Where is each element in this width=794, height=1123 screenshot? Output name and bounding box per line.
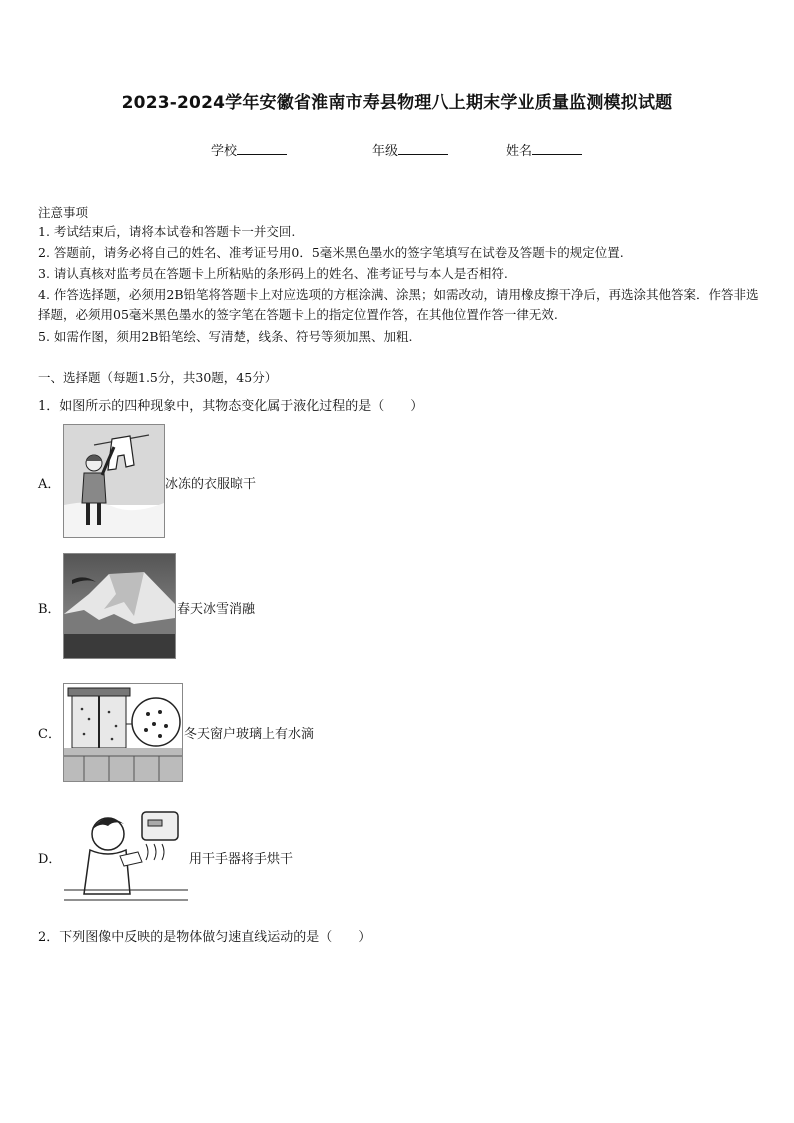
option-a-letter[interactable]: A．: [38, 477, 61, 492]
grade-blank[interactable]: [398, 142, 448, 155]
option-b-letter[interactable]: B．: [38, 602, 61, 617]
snow-mountain-melting-icon: [63, 553, 176, 659]
name-label: 姓名: [506, 144, 533, 159]
notice-item: 2. 答题前，请务必将自己的姓名、准考证号用0．5毫米黑色墨水的签字笔填写在试卷及答题卡的规定位置.: [38, 245, 624, 260]
school-field[interactable]: [211, 140, 287, 159]
school-blank[interactable]: [237, 142, 287, 155]
option-b-text: 春天冰雪消融: [177, 602, 256, 617]
school-label: 学校: [211, 144, 238, 159]
question-1-stem: 1．如图所示的四种现象中，其物态变化属于液化过程的是（ ）: [38, 399, 424, 414]
grade-field[interactable]: [372, 140, 448, 159]
grade-label: 年级: [372, 144, 399, 159]
window-water-droplets-icon: [63, 683, 183, 782]
notice-item: 1. 考试结束后，请将本试卷和答题卡一并交回.: [38, 224, 296, 239]
page-title: 2023-2024学年安徽省淮南市寿县物理八上期末学业质量监测模拟试题: [121, 93, 673, 113]
hand-dryer-icon: [63, 803, 189, 909]
notice-item: 4. 作答选择题，必须用2B铅笔将答题卡上对应选项的方框涂满、涂黑；如需改动，请用橡皮擦干净后，再选涂其他答案．作答非选择题，必须用05毫米黑色墨水的签字笔在答题卡上的指定位置作答，在其他位置作答一律无效.: [38, 287, 759, 322]
option-a-text: 冰冻的衣服晾干: [165, 477, 257, 492]
option-d-letter[interactable]: D．: [38, 852, 62, 867]
name-blank[interactable]: [532, 142, 582, 155]
notice-item: 3. 请认真核对监考员在答题卡上所粘贴的条形码上的姓名、准考证号与本人是否相符.: [38, 266, 508, 281]
option-d-text: 用干手器将手烘干: [189, 852, 294, 867]
name-field[interactable]: [506, 140, 582, 159]
option-c-text: 冬天窗户玻璃上有水滴: [184, 727, 315, 742]
frozen-clothes-drying-icon: [63, 424, 165, 538]
option-c-letter[interactable]: C．: [38, 727, 61, 742]
notice-item: 5. 如需作图，须用2B铅笔绘、写清楚，线条、符号等须加黑、加粗.: [38, 329, 413, 344]
notice-heading: 注意事项: [38, 205, 89, 220]
section-heading: 一、选择题（每题1.5分，共30题，45分）: [38, 370, 278, 385]
question-2-stem: 2．下列图像中反映的是物体做匀速直线运动的是（ ）: [38, 930, 372, 945]
